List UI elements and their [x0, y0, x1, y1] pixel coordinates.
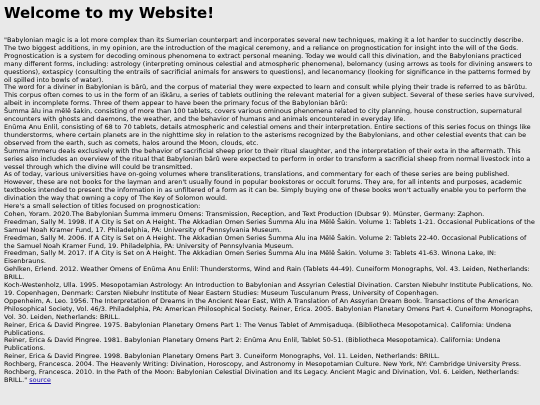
bibliography-entry: Oppenheim, A. Leo. 1956. The Interpretation of Dreams in the Ancient Near East, With A Translation of An Assyrian Dream Book. Transactions of the American Philosophical Society, Vol. 46/3. Philadelphia, PA: American Philosophical Society. Reiner, Erica. 2005. Babylonian Planetary Omens Part 4. Cuneiform Monographs, Vol. 30. Leiden, Netherlands: BRILL.: [4, 296, 533, 321]
paragraph-intro: "Babylonian magic is a lot more complex than its Sumerian counterpart and incorporates several new techniques, making it a lot harder to succinctly describe. The two biggest additions, in my opinion, are the introduction of the magical ceremony, and a reliance on prognostication for insight into the will of the Gods.: [4, 36, 524, 52]
bibliography-entry: Cohen, Yoram. 2020.The Babylonian Šumma immeru Omens: Transmission, Reception, and Text Production (Dubsar 9). Münster, Germany: Zaphon.: [4, 209, 485, 218]
article-body: [4, 37, 536, 385]
paragraph-baru: The word for a diviner in Babylonian is bārû, and the corpus of material they were expected to learn and consult while plying their trade is referred to as bārûtu. This corpus often comes to us in the form of an iškāru, a series of tablets outlining the relevant material for a given subject. Several of these series have survived, albeit in incomplete forms. Three of them appear to have been the primary focus of the Babylonian bārû:: [4, 83, 535, 108]
bibliography-entry-last: [4, 369, 536, 385]
paragraph-summa-immeru: Šumma immeru deals exclusively with the behavior of sacrificial sheep prior to their ritual slaughter, and the interpretation of their exta in the aftermath. This series also includes an overview of the ritual that Babylonian bārû were expected to perform in order to transform a sacrificial sheep from normal livestock into a vessel through which the divine will could be transmitted.: [4, 146, 531, 171]
bibliography-entry: Reiner, Erica & David Pingree. 1981. Babylonian Planetary Omens Part 2: Enūma Anu Enlil, Tablet 50-51. (Bibliotheca Mesopotamica). California: Undena Publications.: [4, 336, 501, 353]
paragraph-prognostication: Prognostication is a system for decoding ominous phenomena to extract personal meaning. Today we would call this divination, and the Babylonians practiced many different forms, including: astrology (interpreting ominous celestial and atmospheric phenomena), belomancy (using arrows as tools for divining answers to questions), extaspicy (consulting the entrails of sacrificial animals for answers to questions), and lecanomancy (looking for significance in the patterns formed by oil spilled into bowls of water).: [4, 51, 533, 84]
bibliography-entry: Freedman, Sally M. 1998. If A City is Set on A Height. The Akkadian Omen Series Šumma Alu ina Mēlê Šakin. Volume 1: Tablets 1-21. Occasional Publications of the Samuel Noah Kramer Fund, 17. Philadelphia, PA: University of Pennsylvania Museum.: [4, 217, 535, 234]
bibliography-entry: Gehlken, Erlend. 2012. Weather Omens of Enūma Anu Enlil: Thunderstorms, Wind and Rain (Tablets 44-49). Cuneiform Monographs, Vol. 43. Leiden, Netherlands: BRILL.: [4, 265, 530, 282]
bibliography-entry: Reiner, Erica & David Pingree. 1998. Babylonian Planetary Omens Part 3. Cuneiform Monographs, Vol. 11. Leiden, Netherlands: BRILL.: [4, 352, 440, 361]
paragraph-universities: As of today, various universities have on-going volumes where transliterations, translations, and commentary for each of these series are being published. However, these are not books for the layman and aren't usually found in popular bookstores or occult forums. They are, for all intents and purposes, academic textbooks intended to present the information in as unfiltered of a form as it can be. Simply buying one of these books won't actually enable you to perform the divination the way that owning a copy of The Key of Solomon would.: [4, 170, 527, 203]
page-title: Welcome to my Website!: [4, 4, 215, 22]
bibliography-entry: Freedman, Sally M. 2017. If A City is Set on A Height. The Akkadian Omen Series Šumma Alu ina Mēlê Šakin. Volume 3: Tablets 41-63. Winona Lake, IN: Eisenbrauns.: [4, 249, 497, 266]
source-link[interactable]: source: [29, 375, 51, 384]
bibliography-entry: Freedman, Sally M. 2006. If A City is Set on A Height. The Akkadian Omen Series Šumma Alu ina Mēlê Šakin. Volume 2: Tablets 22-40. Occasional Publications of the Samuel Noah Kramer Fund, 19. Philadelphia, PA: University of Pennsylvania Museum.: [4, 233, 527, 250]
paragraph-enuma-anu-enlil: Enūma Anu Enlil, consisting of 68 to 70 tablets, details atmospheric and celestial omens and their interpretation. Entire sections of this series focus on things like thunderstorms, where certain planets are in the nighttime sky in relation to the asterisms recognized by the Babylonians, and other celestial events that can be observed from the earth, such as comets, halos around the Moon, clouds, etc.: [4, 122, 531, 147]
bibliography-entry-text: Rochberg, Francesca. 2010. In the Path of the Moon: Babylonian Celestial Divination and Its Legacy. Ancient Magic and Divination, Vol. 6. Leiden, Netherlands: BRILL.": [4, 368, 520, 384]
bibliography-entry: Koch-Westenholz, Ulla. 1995. Mesopotamian Astrology: An Introduction to Babylonian and Assyrian Celestial Divination. Carsten Niebuhr Institute Publications, No. 19. Copenhagen, Denmark: Carsten Niebuhr Institute of Near Eastern Studies: Museum Tusculanum Press, University of Copenhagen.: [4, 281, 533, 297]
paragraph-summa-alu: Šumma ālu ina mēlê šakin, consisting of more than 100 tablets, covers various ominous phenomena related to city planning, house construction, supernatural encounters with ghosts and daemons, the weather, and the behavior of humans and animals encountered in everyday life.: [4, 107, 522, 124]
paragraph-selection-intro: Here's a small selection of titles focused on prognostication:: [4, 202, 201, 211]
bibliography-entry: Reiner, Erica & David Pingree. 1975. Babylonian Planetary Omens Part 1: The Venus Tablet of Ammiṣaduqa. (Bibliotheca Mesopotamica). California: Undena Publications.: [4, 320, 512, 337]
bibliography-entry: Rochberg, Francesca. 2004. The Heavenly Writing: Divination, Horoscopy, and Astronomy in Mesopotamian Culture. New York, NY: Cambridge University Press.: [4, 360, 522, 369]
